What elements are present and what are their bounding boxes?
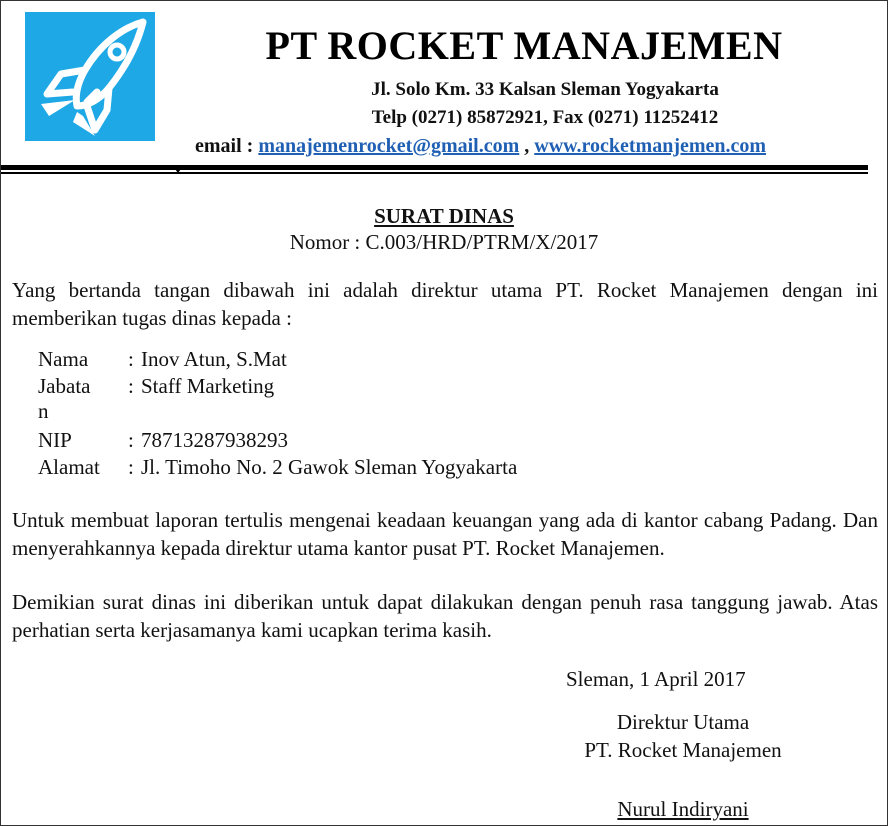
rocket-icon [25,12,155,141]
letterhead-rule-notch [172,165,184,173]
field-value: Jl. Timoho No. 2 Gawok Sleman Yogyakarta [141,455,518,479]
letter-number: Nomor : C.003/HRD/PTRM/X/2017 [289,230,599,254]
closing-paragraph: Demikian surat dinas ini diberikan untuk dapat dilakukan dengan penuh rasa tanggung jawab. Atas perhatian serta kerjasamanya kami ucapkan terima kasih. [12,590,878,642]
signer-name [558,797,808,822]
signer-name-text: Nurul Indiryani [617,797,749,821]
body-paragraph: Untuk membuat laporan tertulis mengenai keadaan keuangan yang ada di kantor cabang Padang. Dan menyerahkannya kepada direktur utama kantor pusat PT. Rocket Manajemen. [12,508,878,560]
place-date: Sleman, 1 April 2017 [566,667,746,691]
signer-position: Direktur Utama [616,710,750,734]
website-link[interactable]: www.rocketmanjemen.com [534,135,767,157]
field-label: Alamat [38,455,100,479]
field-value: Inov Atun, S.Mat [141,347,287,371]
company-phone-fax: Telp (0271) 85872921, Fax (0271) 11252412 [371,107,719,128]
company-contact [195,135,766,158]
contact-separator: , [524,135,530,157]
company-logo [25,12,155,141]
field-label: NIP [38,428,72,452]
field-separator: : [128,374,134,398]
field-label: Jabata n [38,374,91,423]
field-separator: : [128,428,134,452]
letterhead-rule-thin [1,172,868,174]
letter-title [0,204,888,229]
letter-title-text: SURAT DINAS [374,204,514,228]
field-value: 78713287938293 [141,428,288,452]
email-link[interactable]: manajemenrocket@gmail.com [258,135,520,157]
field-value: Staff Marketing [141,374,275,398]
company-address: Jl. Solo Km. 33 Kalsan Sleman Yogyakarta [371,79,719,100]
field-separator: : [128,455,134,479]
email-label: email : [195,135,254,157]
intro-paragraph: Yang bertanda tangan dibawah ini adalah direktur utama PT. Rocket Manajemen dengan ini memberikan tugas dinas kepada : [12,278,878,330]
field-separator: : [128,347,134,371]
letterhead-rule-thick [1,165,868,170]
signer-company: PT. Rocket Manajemen [584,738,782,762]
company-name: PT ROCKET MANAJEMEN [265,23,783,68]
field-label: Nama [38,347,89,371]
